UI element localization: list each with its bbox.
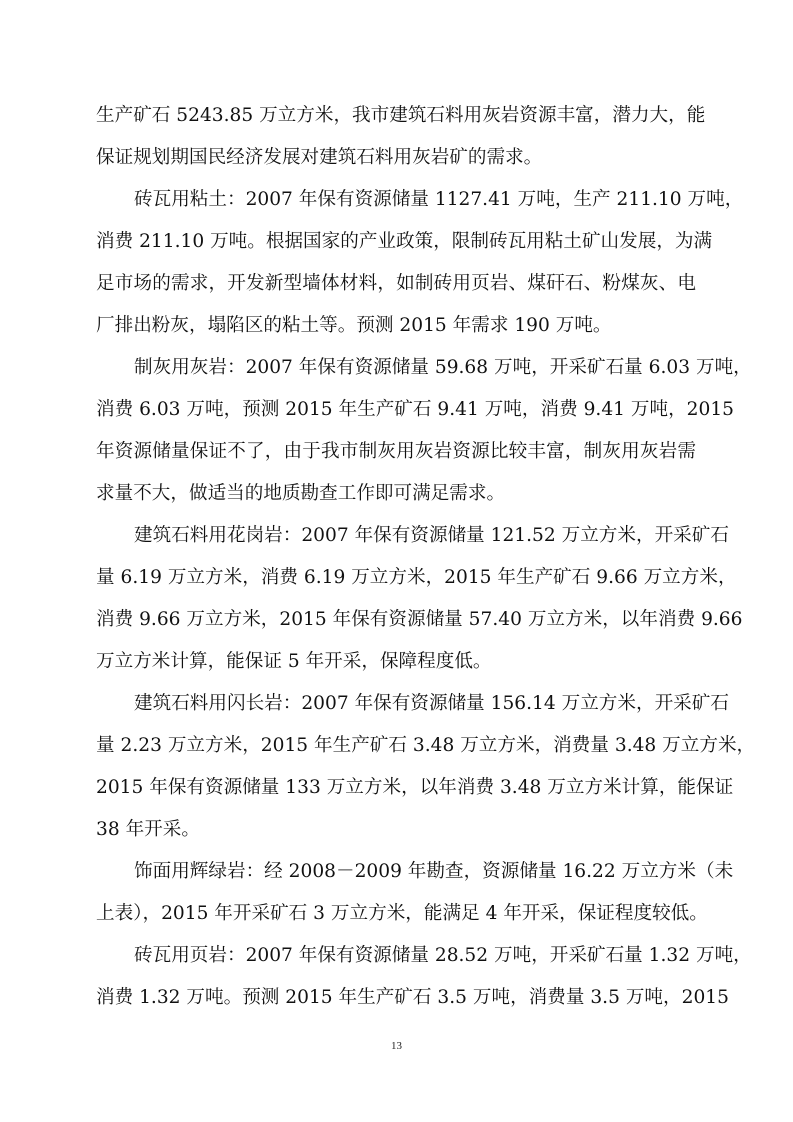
paragraph-6-line-2: 上表），2015 年开采矿石 3 万立方米，能满足 4 年开采，保证程度较低。 — [96, 903, 708, 924]
paragraph-2-line-4: 厂排出粉灰，塌陷区的粘土等。预测 2015 年需求 190 万吨。 — [96, 315, 612, 336]
paragraph-5-line-4: 38 年开采。 — [96, 819, 200, 840]
paragraph-7-line-1: 砖瓦用页岩：2007 年保有资源储量 28.52 万吨，开采矿石量 1.32 万吨， — [134, 945, 752, 966]
paragraph-5-line-1: 建筑石料用闪长岩：2007 年保有资源储量 156.14 万立方米，开采矿石 — [134, 693, 729, 714]
paragraph-4-line-1: 建筑石料用花岗岩：2007 年保有资源储量 121.52 万立方米，开采矿石 — [134, 525, 729, 546]
paragraph-2-line-1: 砖瓦用粘土：2007 年保有资源储量 1127.41 万吨，生产 211.10 万吨， — [134, 189, 744, 210]
paragraph-4-line-4: 万立方米计算，能保证 5 年开采，保障程度低。 — [96, 651, 492, 672]
paragraph-2-line-3: 足市场的需求，开发新型墙体材料，如制砖用页岩、煤矸石、粉煤灰、电 — [96, 273, 696, 294]
paragraph-3-line-4: 求量不大，做适当的地质勘查工作即可满足需求。 — [96, 483, 506, 504]
paragraph-4-line-3: 消费 9.66 万立方米，2015 年保有资源储量 57.40 万立方米，以年消费 9.66 — [96, 609, 743, 630]
paragraph-4-line-2: 量 6.19 万立方米，消费 6.19 万立方米，2015 年生产矿石 9.66 万立方米， — [96, 567, 737, 588]
paragraph-5-line-2: 量 2.23 万立方米，2015 年生产矿石 3.48 万立方米，消费量 3.48 万立方米， — [96, 735, 756, 756]
paragraph-3-line-2: 消费 6.03 万吨，预测 2015 年生产矿石 9.41 万吨，消费 9.41 万吨，2015 — [96, 399, 734, 420]
page-number: 13 — [391, 1040, 402, 1052]
paragraph-2-line-2: 消费 211.10 万吨。根据国家的产业政策，限制砖瓦用粘土矿山发展，为满 — [96, 231, 713, 252]
paragraph-1-line-1: 生产矿石 5243.85 万立方米，我市建筑石料用灰岩资源丰富，潜力大，能 — [96, 105, 706, 126]
paragraph-6-line-1: 饰面用辉绿岩：经 2008－2009 年勘查，资源储量 16.22 万立方米（未 — [134, 861, 734, 882]
paragraph-3-line-1: 制灰用灰岩：2007 年保有资源储量 59.68 万吨，开采矿石量 6.03 万吨， — [134, 357, 752, 378]
paragraph-3-line-3: 年资源储量保证不了，由于我市制灰用灰岩资源比较丰富，制灰用灰岩需 — [96, 441, 696, 462]
paragraph-5-line-3: 2015 年保有资源储量 133 万立方米，以年消费 3.48 万立方米计算，能保证 — [96, 777, 734, 798]
paragraph-7-line-2: 消费 1.32 万吨。预测 2015 年生产矿石 3.5 万吨，消费量 3.5 万吨，2015 — [96, 987, 729, 1008]
paragraph-1-line-2: 保证规划期国民经济发展对建筑石料用灰岩矿的需求。 — [96, 147, 543, 168]
